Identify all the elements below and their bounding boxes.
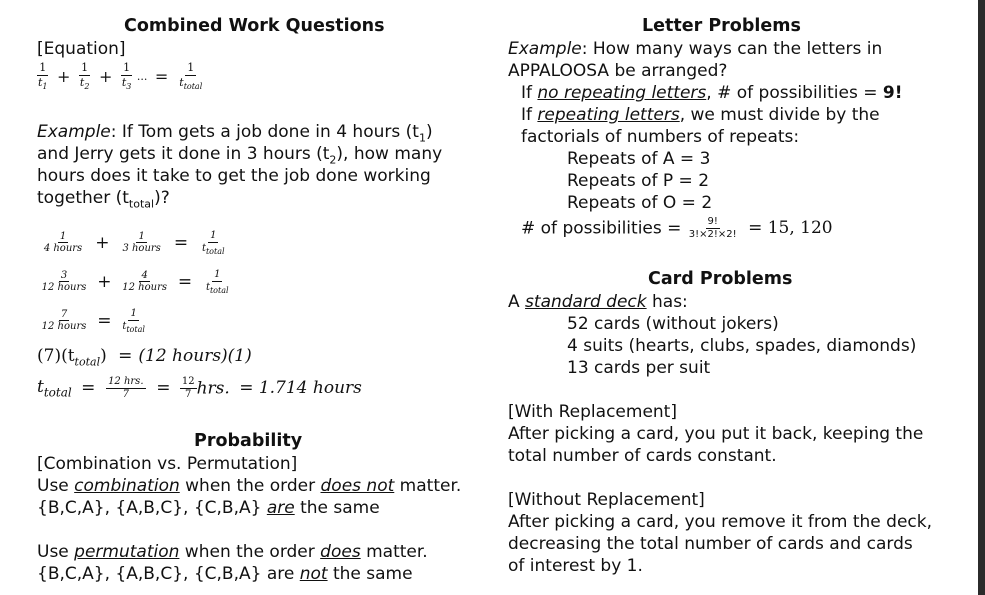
- card-line-1: A standard deck has:: [508, 292, 688, 312]
- card-problems-title: Card Problems: [648, 269, 793, 289]
- probability-line-2: Use combination when the order does not matter.: [37, 476, 462, 496]
- work-example-line-2: and Jerry gets it done in 3 hours $(t_2)$, how many: [37, 144, 443, 167]
- without-replacement-line-2: decreasing the total number of cards and cards: [508, 534, 913, 554]
- repeats-p: Repeats of P = 2: [567, 171, 710, 191]
- with-replacement-label: [With Replacement]: [508, 402, 677, 422]
- letter-line-5: factorials of numbers of repeats:: [521, 127, 800, 147]
- card-item-1: 52 cards (without jokers): [567, 314, 779, 334]
- without-replacement-label: [Without Replacement]: [508, 490, 705, 510]
- without-replacement-line-3: of interest by 1.: [508, 556, 643, 576]
- work-step-2: $\frac{3}{\text{12 hours}}$ + $\frac{4}{\text{12 hours}}$ = $\frac{1}{t_{total}}$: [41, 269, 229, 295]
- card-item-3: 13 cards per suit: [567, 358, 711, 378]
- work-example-line-3: hours does it take to get the job done working: [37, 166, 431, 186]
- probability-title: Probability: [194, 431, 303, 451]
- equation-label: [Equation]: [37, 39, 126, 59]
- letter-line-2: APPALOOSA be arranged?: [508, 61, 728, 81]
- letter-line-4: If repeating letters, we must divide by the: [521, 105, 880, 125]
- probability-line-4: Use permutation when the order does matter.: [37, 542, 428, 562]
- letter-problems-title: Letter Problems: [642, 16, 801, 36]
- letter-possibilities: # of possibilities = $\frac{9!}{3!\times 2!\times 2!}$ = 15, 120: [521, 216, 833, 240]
- with-replacement-line-1: After picking a card, you put it back, keeping the: [508, 424, 924, 444]
- repeats-a: Repeats of A = 3: [567, 149, 711, 169]
- work-step-5: $t_{total}$ = $\frac{\text{12 hrs.}}{7}$ = $\frac{12}{7}$ hrs. = 1.714 hours: [37, 376, 362, 400]
- work-step-3: $\frac{7}{\text{12 hours}}$ = $\frac{1}{t_{total}}$: [41, 308, 145, 334]
- card-item-2: 4 suits (hearts, clubs, spades, diamonds): [567, 336, 917, 356]
- probability-line-3: {B,C,A}, {A,B,C}, {C,B,A} are the same: [37, 498, 380, 518]
- combined-work-title: Combined Work Questions: [124, 16, 385, 36]
- probability-line-1: [Combination vs. Permutation]: [37, 454, 298, 474]
- with-replacement-line-2: total number of cards constant.: [508, 446, 777, 466]
- probability-line-5: {B,C,A}, {A,B,C}, {C,B,A} are not the same: [37, 564, 413, 584]
- letter-line-3: If no repeating letters, # of possibilities = 9!: [521, 83, 903, 103]
- window-edge: [978, 0, 985, 595]
- work-example-line-4: together $(t_{total})$?: [37, 188, 170, 211]
- repeats-o: Repeats of O = 2: [567, 193, 713, 213]
- work-equation: $\frac{1}{t_1}$ + $\frac{1}{t_2}$ + $\frac{1}{t_3}$ ... = $\frac{1}{t_{total}}$: [38, 61, 203, 91]
- work-step-4: $(7)(t_{total}) = (12$ hours)(1): [37, 346, 252, 369]
- letter-line-1: Example: How many ways can the letters in: [508, 39, 883, 59]
- work-step-1: $\frac{1}{\text{4 hours}}$ + $\frac{1}{\text{3 hours}}$ = $\frac{1}{t_{total}}$: [43, 230, 225, 256]
- without-replacement-line-1: After picking a card, you remove it from the deck,: [508, 512, 933, 532]
- work-example-line-1: Example: If Tom gets a job done in 4 hours $(t_1)$: [37, 122, 433, 145]
